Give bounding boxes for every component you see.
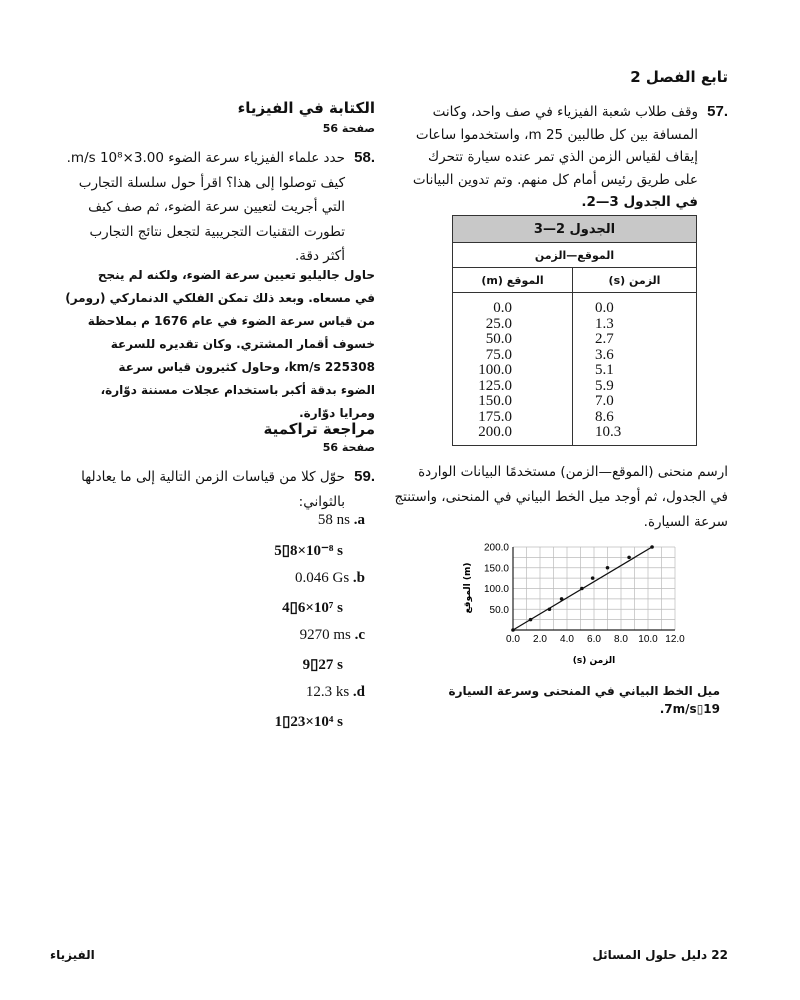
question-number: 58. [354,149,375,166]
item-a [318,512,365,529]
answer-line: ومرايا دوّارة. [299,406,375,420]
item-d [306,684,365,701]
table-subtitle: الموقع—الزمن [453,243,697,268]
y-axis-label: الموقع (m) [463,562,473,614]
y-tick-label: 150.0 [483,563,509,575]
table-cell: 175.0 [478,408,512,425]
x-tick-label: 2.0 [533,634,547,645]
y-tick-label: 200.0 [483,542,509,554]
table-cell: 125.0 [478,377,512,394]
answer-line: في مسعاه. وبعد ذلك تمكن الفلكي الدنماركي (رومر) [65,291,375,305]
table-cell: 50.0 [485,331,512,347]
position-time-chart [460,535,690,670]
table-cell: 25.0 [485,315,512,332]
text-line: إيقاف لقياس الزمن الذي تمر عنده سيارة تتحرك [428,149,698,165]
item-label: .d [352,684,365,700]
data-point [560,597,564,601]
table-cell: 0.0 [595,300,614,316]
data-point [650,545,654,549]
y-tick-label: 100.0 [483,584,509,595]
table-cell: 100.0 [478,362,512,378]
question-number: 57. [707,103,728,120]
item-label: .b [352,570,365,586]
table-cell: 150.0 [478,393,512,409]
text-line: ارسم منحنى (الموقع—الزمن) مستخدمًا البيانات الواردة [418,464,728,480]
item-c [300,627,365,644]
item-value: 9270 ms [299,627,351,643]
text-line: في الجدول 3—2. [581,194,698,210]
table-cell: 0.0 [493,300,512,316]
x-tick-label: 0.0 [506,634,520,645]
text-line: سرعة السيارة. [643,514,728,530]
text-line: حدد علماء الفيزياء سرعة الضوء 3.00×10⁸ m/s. [66,150,345,166]
text-line: بالثواني: [298,494,345,510]
item-a-answer: 5▯8×10⁻⁸ s [274,543,343,559]
text-line: كيف توصلوا إلى هذا؟ اقرأ حول سلسلة التجارب [78,174,345,191]
q58-answer [65,264,375,425]
table-cell: 5.1 [595,362,614,378]
data-point [548,607,552,611]
answer-line: من قياس سرعة الضوء في عام 1676 م بملاحظة [87,314,375,328]
table-cell: 7.0 [595,393,614,409]
q58-text [67,146,345,269]
position-values [453,293,573,446]
item-value: 58 ns [317,512,350,528]
text-line: المسافة بين كل طالبين 25 m، واستخدموا ساعات [415,126,698,143]
answer-line: الضوء بدقة أكبر باستخدام عجلات مسننة دوّارة، [100,383,375,397]
column-header-position: الموقع (m) [453,268,573,293]
data-point [511,628,515,632]
section-heading-writing: الكتابة في الفيزياء [237,99,375,117]
chapter-heading: تابع الفصل 2 [630,68,728,86]
q59-text [81,465,345,515]
table-cell: 1.3 [595,315,614,332]
data-point [627,556,631,560]
answer-line: 225308 km/s، وحاول كثيرون قياس سرعة [118,360,375,374]
text-line: تطورت التقنيات التجريبية لتجعل نتائج التجارب [89,223,345,240]
text-line: في الجدول، ثم أوجد ميل الخط البياني في المنحنى، واستنتج [394,489,728,505]
section-heading-review: مراجعة تراكمية [263,420,375,438]
text-line: وقف طلاب شعبة الفيزياء في صف واحد، وكانت [432,104,698,120]
text-line: أكثر دقة. [295,248,345,264]
answer-line: خسوف أقمار المشتري. وكان تقديره للسرعة [110,337,375,351]
table-cell: 200.0 [478,424,512,440]
table-cell: 8.6 [595,408,614,425]
page-reference: صفحة 56 [322,441,375,454]
question-number: 59. [354,468,375,485]
item-value: 0.046 Gs [294,570,350,586]
page-reference: صفحة 56 [322,122,375,135]
footer-subject: الفيزياء [50,948,95,962]
item-label: .a [353,512,365,528]
x-tick-label: 6.0 [587,634,601,645]
item-b-answer: 4▯6×10⁷ s [282,600,343,616]
data-point [606,566,610,570]
q57-text [413,101,698,214]
data-table [452,215,697,446]
table-cell: 2.7 [595,331,614,347]
x-tick-label: 4.0 [560,634,574,645]
x-tick-label: 8.0 [614,634,628,645]
data-point [591,576,595,580]
table-cell: 5.9 [595,377,614,394]
x-tick-label: 12.0 [665,634,685,645]
data-point [529,618,533,622]
text-line: حوّل كلا من قياسات الزمن التالية إلى ما يعادلها [81,469,345,485]
time-values [573,293,697,446]
answer-line: حاول جاليليو تعيين سرعة الضوء، ولكنه لم ينجح [97,268,375,282]
x-axis-label: الزمن (s) [572,656,616,666]
item-d-answer: 1▯23×10⁴ s [274,714,343,730]
table-cell: 10.3 [595,424,622,440]
column-header-time: الزمن (s) [573,268,697,293]
footer-page-label: 22 دليل حلول المسائل [592,948,728,962]
q57-answer: ميل الخط البياني في المنحنى وسرعة السيارة 19▯7m/s. [448,684,720,716]
item-c-answer: 9▯27 s [302,657,343,673]
item-label: .c [354,627,365,643]
table-title: الجدول 2—3 [453,216,697,243]
item-value: 12.3 ks [305,684,350,700]
x-tick-label: 10.0 [638,634,658,645]
data-point [580,587,584,591]
text-line: على طريق رئيس أمام كل منهم. وتم تدوين البيانات [412,171,698,188]
table-cell: 75.0 [485,346,512,363]
table-cell: 3.6 [595,346,614,363]
text-line: التي أجريت لتعيين سرعة الضوء، ثم صف كيف [88,199,345,215]
q57-prompt [394,460,728,535]
item-b [295,570,365,587]
y-tick-label: 50.0 [489,604,509,616]
